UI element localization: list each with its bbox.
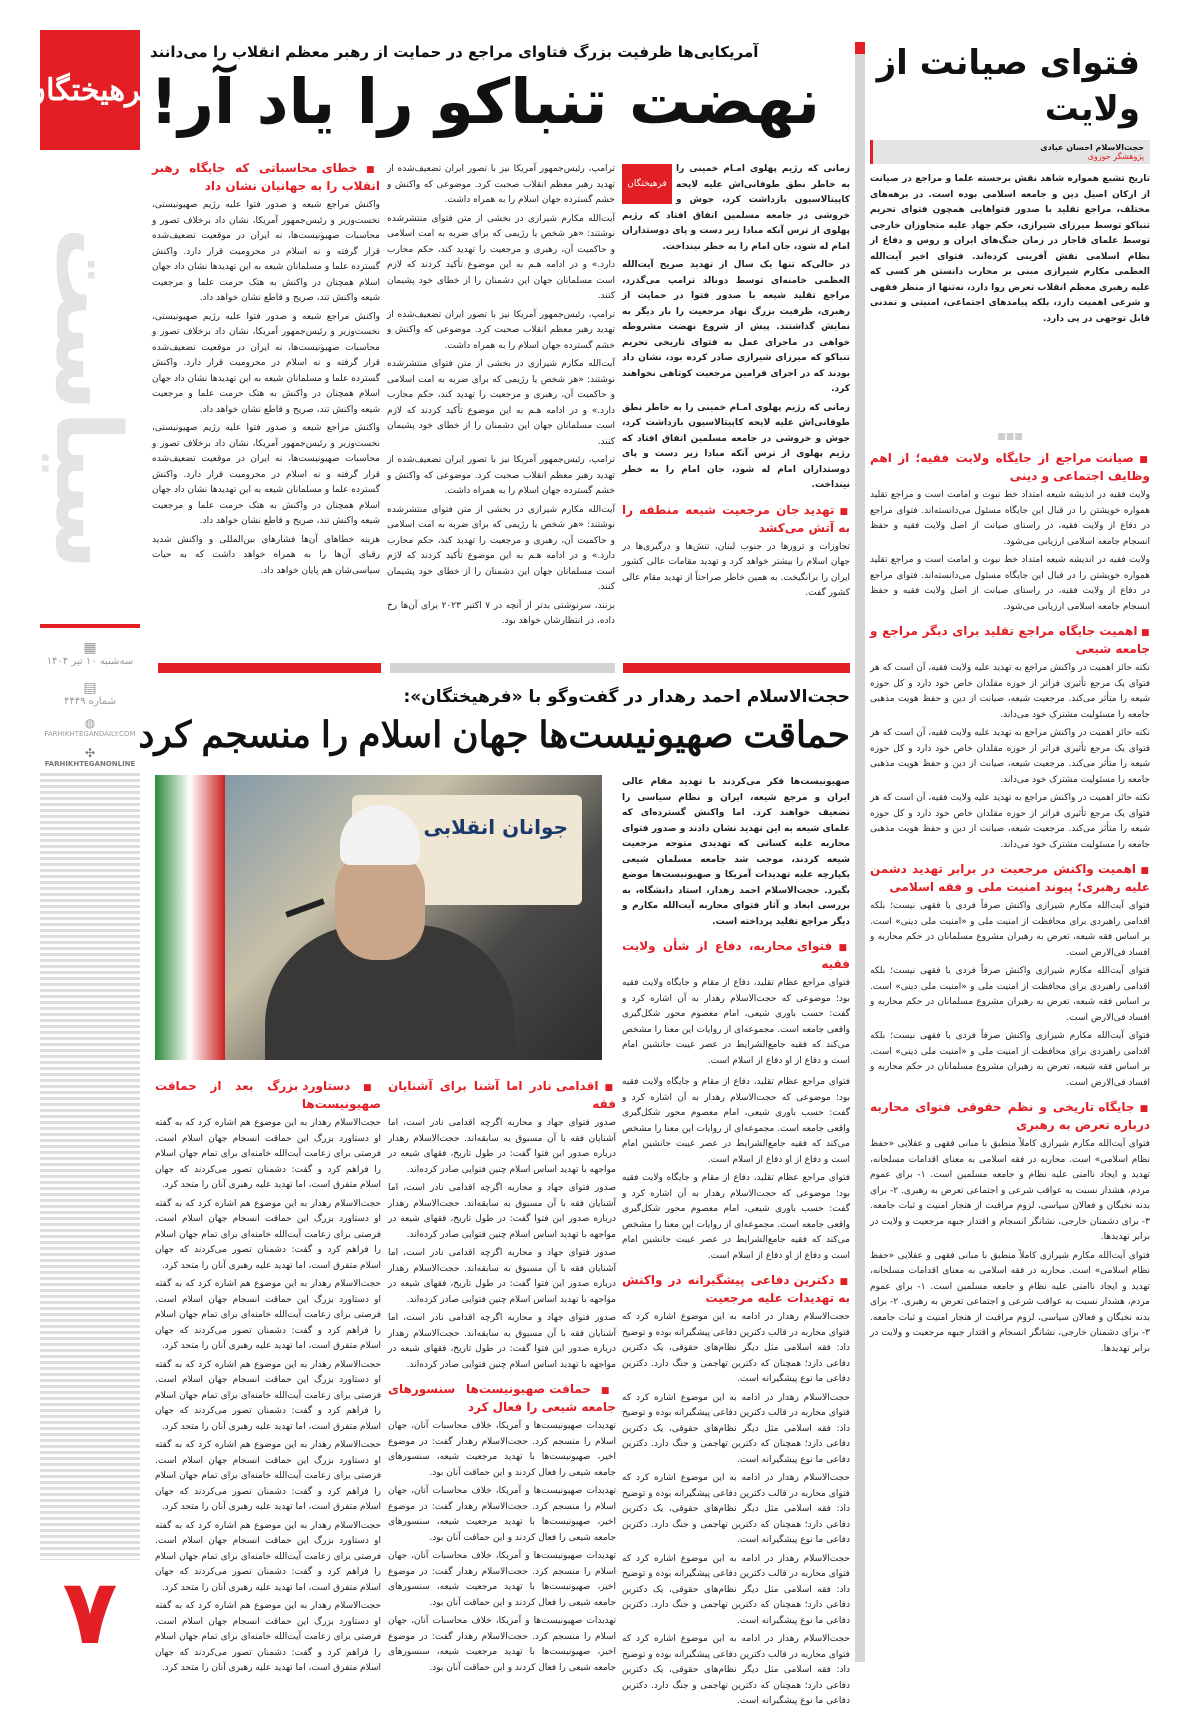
website-block[interactable]: [40, 716, 140, 738]
paragraph: نکته حائز اهمیت در واکنش مراجع به تهدید علیه ولایت فقیه، آن است که هر فتوای یک مرجع تأثیری فراتر از حوزه مقلدان خاص خود دارد و کل حوزه شیعه را متأثر می‌کند. مرجعیت شیعه، صیانت از دین و حفظ هویت مذهبی جامعه را مسئولیت مشترک خود می‌داند.: [870, 663, 1150, 720]
paragraph: زمانی که رژیم پهلوی امـام خمینی را به خاطر نطق طوفانی‌اش علیه لایحه کاپیتالاسیون بازداشت کرد، جوش و خروشی در جامعه مسلمین اتفاق افتاد که رژیم پهلوی از ترس آنکه مبادا زیر دست و پای دوستداران امام له شود، جان امام را به خطر نینداخت.: [622, 402, 850, 490]
paragraph: ترامپ، رئیس‌جمهور آمریکا نیز با تصور ایران تضعیف‌شده از تهدید رهبر معظم انقلاب صحبت کرد. موضوعی که واکنش و خشم گسترده جهان اسلام را به همراه داشت.: [387, 309, 615, 351]
paragraph: حجت‌الاسلام رهدار در ادامه به این موضوع اشاره کرد که فتوای محاربه در قالب دکترین دفاعی پیشگیرانه بوده و توضیح داد: فقه اسلامی مثل دیگر نظام‌های حقوقی، یک دکترین دفاعی دارد؛ همچنان که دکترین تهاجمی و جنگ دارد. دکترین دفاعی ما نوع پیشگیرانه است.: [622, 1634, 850, 1706]
paragraph: فتوای آیت‌الله مکارم شیرازی واکنش صرفاً فردی یا فقهی نیست؛ بلکه اقدامی راهبردی برای محافظت از امنیت ملی و «امنیت ملی دینی» است. بر اساس فقه شیعه، تعرض به رهبران مشروع مسلمانان در حکم محاربه و افساد فی‌الارض است.: [870, 966, 1150, 1023]
subhead: ■ جایگاه تاریخی و نظم حقوقی فتوای محاربه درباره تعرض به رهبری: [870, 1099, 1150, 1133]
paragraph: واکنش مراجع شیعه و صدور فتوا علیه رژیم صهیونیستی، نخست‌وزیر و رئیس‌جمهور آمریکا، نشان داد برخلاف تصور و محاسبات صهیونیست‌ها، نه ایران در موقعیت تضعیف‌شده قرار گرفته و نه اسلام در محرومیت قرار دارد. واکنش گسترده علما و مسلمانان شیعه به این تهدیدها نشان داد جهان اسلام همچنان در واکنش به هتک حرمت علما و مرجعیت شیعه واکنش تند، صریح و قاطع نشان خواهد داد.: [152, 423, 380, 526]
paragraph: تهدیدات صهیونیست‌ها و آمریکا، خلاف محاسبات آنان، جهان اسلام را منسجم کرد. حجت‌الاسلام رهدار گفت: در موضوع اخیر، صهیونیست‌ها با تهدید مرجعیت شیعه، سنسورهای جامعه شیعی را فعال کردند و این حماقت آنان بود.: [388, 1421, 616, 1478]
subhead: ■ حماقت صهیونیست‌ها سنسورهای جامعه شیعی را فعال کرد: [388, 1381, 616, 1415]
paragraph: آیت‌الله مکارم شیرازی در بخشی از متن فتوای منتشرشده نوشتند: «هر شخص یا رژیمی که برای ضربه به امت اسلامی و حاکمیت آن، رهبری و مرجعیت را تهدید کند، حکم محارب دارد.» و در ادامه هـم به این موضوع تأکید کردند که لازم است مسلمانان جهان این دشمنان را از خطای خود پشیمان کنند.: [387, 359, 615, 447]
paragraph: ولایت فقیه در اندیشه شیعه امتداد خط نبوت و امامت است و مراجع تقلید همواره خویشتن را در قبال این جایگاه مسئول می‌دانسته‌اند. فتوای مراجع در دفاع از ولایت فقیه، در راستای صیانت از اصل ولایت فقیه و حفظ انسجام جامعه اسلامی ارزیابی می‌شود.: [870, 555, 1150, 612]
sidebar-intro: تاریخ تشیع همواره شاهد نقش برجسته علما و مراجع در صیانت از ارکان اصیل دین و جامعه اسلامی بوده است. در برهه‌های مختلف، مراجع تقلید با صدور فتواهایی همچون فتوای تحریم تنباکو توسط میرزای شیرازی، حکم جهاد علیه متجاوزان خارجی توسط علمای قاجار در زمان جنگ‌های ایران و روس و دفاع از نظام اسلامی نقش آفرینی کرده‌اند. فتوای اخیر آیت‌الله العظمی مکارم شیرازی مبنی بر محارب دانستن هر کسی که علیه رهبری معظم انقلاب تعرض روا دارد، نه‌تنها از منظر فقهی و شرعی اهمیت دارد، بلکه پیامدهای اجتماعی، امنیتی و تمدنی قابل توجهی در پی دارد.: [870, 174, 1150, 324]
paragraph: صدور فتوای جهاد و محاربه اگرچه اقدامی نادر است، اما آشنایان فقه با آن مسبوق به سابقه‌اند. حجت‌الاسلام رهدار درباره صدور این فتوا گفت: در طول تاریخ، فقهای شیعه در مواجهه با تهدید اساس اسلام چنین فتوایی صادر کرده‌اند.: [388, 1183, 616, 1240]
decorative-stripes: [40, 770, 140, 1660]
interview-lede: صهیونیست‌ها فکر می‌کردند با تهدید مقام عالی ایران و مرجع شیعه، ایران و نظام سیاسی را تضعیف خواهند کرد. اما واکنش گسترده‌ای که علمای شیعه به این تهدید نشان دادند و صدور فتوای محاربه علیه کسانی که تهدیدی متوجه مرجعیت شیعه کردند، موجب شد جامعه مسلمان شیعی یکپارچه علیه تهدیدات آمریکا و صهیونیست‌ها موضع بگیرد. حجت‌الاسلام احمد رهدار، استاد دانشگاه، به بررسی ابعاد و آثار فتوای محاربه آیت‌الله مکارم و دیگر مراجع تقلید پرداخته است.: [622, 777, 850, 927]
section-title: سیاست: [35, 227, 140, 570]
globe-icon: ◍: [84, 716, 96, 730]
column-separator: [855, 42, 865, 1662]
lead-article: [150, 40, 850, 670]
paragraph: نکته حائز اهمیت در واکنش مراجع به تهدید علیه ولایت فقیه، آن است که هر فتوای یک مرجع تأثیری فراتر از حوزه مقلدان خاص خود دارد و کل حوزه شیعه را متأثر می‌کند. مرجعیت شیعه، صیانت از دین و حفظ هویت مذهبی جامعه را مسئولیت مشترک خود می‌داند.: [870, 728, 1150, 785]
paragraph: فتوای آیت‌الله مکارم شیرازی واکنش صرفاً فردی یا فقهی نیست؛ بلکه اقدامی راهبردی برای محافظت از امنیت ملی و «امنیت ملی دینی» است. بر اساس فقه شیعه، تعرض به رهبران مشروع مسلمانان در حکم محاربه و افساد فی‌الارض است.: [870, 901, 1150, 958]
sidebar-article: [870, 40, 1150, 1610]
subhead: ■ اهمیت جایگاه مراجع تقلید برای دیگر مراجع و جامعه شیعی: [870, 623, 1150, 657]
paragraph: فتوای آیت‌الله مکارم شیرازی کاملاً منطبق با مبانی فقهی و عقلایی «حفظ نظام اسلامی» است. محاربه در فقه اسلامی به معنای اقدامات مسلحانه، تهدید و ایجاد ناامنی علیه نظام و جامعه مسلمین است. ۱- برای عموم مردم، هشدار نسبت به عواقب شرعی و اجتماعی تعرض به رهبری. ۲- برای بدنه نخبگان و فعالان سیاسی، لزوم مراقبت از هنجار امنیت و ثبات جامعه. ۳- برای دشمنان خارجی، نشانگر انسجام و اقتدار جبهه مرجعیت و ولایت در برابر تهدیدها.: [870, 1139, 1151, 1242]
newspaper-icon: ▤: [83, 680, 97, 696]
subhead: ■ دکترین دفاعی پیشگیرانه در واکنش به تهدیدات علیه مرجعیت: [622, 1272, 850, 1306]
interview-column-1: [622, 1075, 850, 1706]
mini-logo: فرهیختگان: [622, 164, 672, 204]
paragraph: ولایت فقیه در اندیشه شیعه امتداد خط نبوت و امامت است و مراجع تقلید همواره خویشتن را در قبال این جایگاه مسئول می‌دانسته‌اند. فتوای مراجع در دفاع از ولایت فقیه، در راستای صیانت از اصل ولایت فقیه و حفظ انسجام جامعه اسلامی ارزیابی می‌شود.: [870, 490, 1150, 547]
subhead: ■ اقدامی نادر اما آشنا برای آشنایان فقه: [388, 1078, 616, 1112]
paragraph: حجت‌الاسلام رهدار به این موضوع هم اشاره کرد که به گفته او دستاورد بزرگ این حماقت انسجام جهان اسلام است. فرصتی برای زعامت آیت‌الله خامنه‌ای برای تمام جهان اسلام را فراهم کرد و گفت: دشمنان تصور می‌کردند که جهان اسلام متفرق است، اما تهدید علیه رهبری آنان را متحد کرد.: [155, 1440, 381, 1512]
speaker-face: [335, 850, 425, 960]
paragraph: حجت‌الاسلام رهدار به این موضوع هم اشاره کرد که به گفته او دستاورد بزرگ این حماقت انسجام جهان اسلام است. فرصتی برای زعامت آیت‌الله خامنه‌ای برای تمام جهان اسلام را فراهم کرد و گفت: دشمنان تصور می‌کردند که جهان اسلام متفرق است، اما تهدید علیه رهبری آنان را متحد کرد.: [155, 1118, 381, 1190]
date-block: [40, 640, 140, 667]
lead-column-1: [622, 162, 850, 618]
divider-bar: [623, 663, 850, 673]
flag: [155, 775, 225, 1060]
paragraph: آیت‌الله مکارم شیرازی در بخشی از متن فتوای منتشرشده نوشتند: «هر شخص یا رژیمی که برای ضربه به امت اسلامی و حاکمیت آن، رهبری و مرجعیت را تهدید کند، حکم محارب دارد.» و در ادامه هـم به این موضوع تأکید کردند که لازم است مسلمانان جهان این دشمنان را از خطای خود پشیمان کنند.: [387, 213, 615, 301]
website-link[interactable]: FARHIKHTEGANDAILY.COM: [44, 730, 136, 738]
social-icon: ✣: [84, 746, 96, 760]
interview-header: [138, 684, 850, 760]
interview-kicker: حجت‌الاسلام احمد رهدار در گفت‌وگو با «فرهیختگان»:: [403, 687, 850, 707]
calendar-icon: ▦: [83, 640, 97, 656]
interview-lede-column: [622, 775, 850, 1075]
subhead: ■ فتوای محاربه، دفاع از شأن ولایت فقیه: [622, 938, 850, 972]
lead-column-3: [152, 152, 380, 618]
paragraph: تهدیدات صهیونیست‌ها و آمریکا، خلاف محاسبات آنان، جهان اسلام را منسجم کرد. حجت‌الاسلام رهدار گفت: در موضوع اخیر، صهیونیست‌ها با تهدید مرجعیت شیعه، سنسورهای جامعه شیعی را فعال کردند و این حماقت آنان بود.: [388, 1551, 616, 1608]
sidebar-body: [870, 450, 1150, 1610]
paragraph: حجت‌الاسلام رهدار به این موضوع هم اشاره کرد که به گفته او دستاورد بزرگ این حماقت انسجام جهان اسلام است. فرصتی برای زعامت آیت‌الله خامنه‌ای برای تمام جهان اسلام را فراهم کرد و گفت: دشمنان تصور می‌کردند که جهان اسلام متفرق است، اما تهدید علیه رهبری آنان را متحد کرد.: [155, 1279, 381, 1351]
sidebar-headline: فتوای صیانت از ولایت: [876, 43, 1140, 129]
lead-headline: نهضت تنباکو را یاد آر!: [150, 65, 820, 138]
social-handle[interactable]: FARHIKHTEGANONLINE: [44, 760, 136, 768]
divider: [40, 624, 140, 628]
paragraph: حجت‌الاسلام رهدار در ادامه به این موضوع اشاره کرد که فتوای محاربه در قالب دکترین دفاعی پیشگیرانه بوده و توضیح داد: فقه اسلامی مثل دیگر نظام‌های حقوقی، یک دکترین دفاعی دارد؛ همچنان که دکترین تهاجمی و جنگ دارد. دکترین دفاعی ما نوع پیشگیرانه است.: [622, 1392, 850, 1465]
page-number: ۷: [40, 1560, 140, 1660]
paragraph: تهدیدات صهیونیست‌ها و آمریکا، خلاف محاسبات آنان، جهان اسلام را منسجم کرد. حجت‌الاسلام رهدار گفت: در موضوع اخیر، صهیونیست‌ها با تهدید مرجعیت شیعه، سنسورهای جامعه شیعی را فعال کردند و این حماقت آنان بود.: [388, 1486, 616, 1543]
paragraph: حجت‌الاسلام رهدار به این موضوع هم اشاره کرد که به گفته او دستاورد بزرگ این حماقت انسجام جهان اسلام است. فرصتی برای زعامت آیت‌الله خامنه‌ای برای تمام جهان اسلام را فراهم کرد و گفت: دشمنان تصور می‌کردند که جهان اسلام متفرق است، اما تهدید علیه رهبری آنان را متحد کرد.: [155, 1198, 381, 1271]
paragraph: فتوای آیت‌الله مکارم شیرازی واکنش صرفاً فردی یا فقهی نیست؛ بلکه اقدامی راهبردی برای محافظت از امنیت ملی و «امنیت ملی دینی» است. بر اساس فقه شیعه، تعرض به رهبران مشروع مسلمانان در حکم محاربه و افساد فی‌الارض است.: [870, 1031, 1150, 1088]
issue-block: [40, 680, 140, 707]
newspaper-logo: [24, 30, 156, 150]
separator-dots: ■■■: [997, 432, 1023, 442]
paragraph: در حالی‌که تنها یک سال از تهدید صریح آیت‌الله العظمی خامنه‌ای توسط دونالد ترامپ می‌گذرد، مراجع تقلید شیعه با صدور فتوا در حمایت از رهبری، ظرفیت بزرگ نهاد مرجعیت را بار دیگر به نمایش گذاشتند. پیش از شروع نهضت مشروطه خواهی در ماجرای عمل به فتوای تاریخی تحریم تنباکو که میرزای شیرازی صادر کرده بود، نشان داد بودند که در اجرای فرامین مرجعیت کوتاهی نخواهند کرد.: [622, 260, 850, 394]
paragraph: حجت‌الاسلام رهدار به این موضوع هم اشاره کرد که به گفته او دستاورد بزرگ این حماقت انسجام جهان اسلام است. فرصتی برای زعامت آیت‌الله خامنه‌ای برای تمام جهان اسلام را فراهم کرد و گفت: دشمنان تصور می‌کردند که جهان اسلام متفرق است، اما تهدید علیه رهبری آنان را متحد کرد.: [155, 1601, 381, 1673]
paragraph: ترامپ، رئیس‌جمهور آمریکا نیز با تصور ایران تضعیف‌شده از تهدید رهبر معظم انقلاب صحبت کرد. موضوعی که واکنش و خشم گسترده جهان اسلام را به همراه داشت.: [387, 164, 615, 205]
paragraph: بزنند، سرنوشتی بدتر از آنچه در ۷ اکتبر ۲۰۲۳ برای آن‌ها رخ داده، در انتظارشان خواهد بود.: [387, 600, 616, 626]
paragraph: ترامپ، رئیس‌جمهور آمریکا نیز با تصور ایران تضعیف‌شده از تهدید رهبر معظم انقلاب صحبت کرد. موضوعی که واکنش و خشم گسترده جهان اسلام را به همراه داشت.: [387, 455, 615, 496]
issue-date: سه‌شنبه ۱۰ تیر ۱۴۰۴: [46, 656, 134, 667]
paragraph: حجت‌الاسلام رهدار در ادامه به این موضوع اشاره کرد که فتوای محاربه در قالب دکترین دفاعی پیشگیرانه بوده و توضیح داد: فقه اسلامی مثل دیگر نظام‌های حقوقی، یک دکترین دفاعی دارد؛ همچنان که دکترین تهاجمی و جنگ دارد. دکترین دفاعی ما نوع پیشگیرانه است.: [622, 1553, 850, 1626]
subhead: ■ تهدید جان مرجعیت شیعه منطقه را به آتش می‌کشد: [622, 502, 850, 536]
subhead: ■ صیانت مراجع از جایگاه ولایت فقیه؛ از اهم وظایف اجتماعی و دینی: [870, 450, 1150, 484]
interview-photo: [155, 775, 602, 1060]
paragraph: فتوای مراجع عظام تقلید، دفاع از مقام و جایگاه ولایت فقیه بود؛ موضوعی که حجت‌الاسلام رهدار به آن اشاره کرد و گفت: حسب باوری شیعی، امام معصوم محور شکل‌گیری واقعی جامعه است. مجموعه‌ای از روایات این معنا را مشخص می‌کند که فقیه جامع‌الشرایط در عصر غیبت جانشین امام است و دفاع از او دفاع از اسلام است.: [622, 978, 850, 1066]
interview-column-3: [155, 1070, 381, 1673]
paragraph: حجت‌الاسلام رهدار در ادامه به این موضوع اشاره کرد که فتوای محاربه در قالب دکترین دفاعی پیشگیرانه بوده و توضیح داد: فقه اسلامی مثل دیگر نظام‌های حقوقی، یک دکترین دفاعی دارد؛ همچنان که دکترین تهاجمی و جنگ دارد. دکترین دفاعی ما نوع پیشگیرانه است.: [622, 1312, 850, 1384]
interview-column-2: [388, 1070, 616, 1673]
paragraph: آیت‌الله مکارم شیرازی در بخشی از متن فتوای منتشرشده نوشتند: «هر شخص یا رژیمی که برای ضربه به امت اسلامی و حاکمیت آن، رهبری و مرجعیت را تهدید کند، حکم محارب دارد.» و در ادامه هـم به این موضوع تأکید کردند که لازم است مسلمانان جهان این دشمنان را از خطای خود پشیمان کنند.: [387, 504, 615, 592]
photo-banner: جوانان انقلابی: [352, 795, 582, 905]
social-block[interactable]: [40, 746, 140, 768]
interview-headline: حماقت صهیونیست‌ها جهان اسلام را منسجم کرد: [138, 714, 850, 755]
paragraph: واکنش مراجع شیعه و صدور فتوا علیه رژیم صهیونیستی، نخست‌وزیر و رئیس‌جمهور آمریکا، نشان داد برخلاف تصور و محاسبات صهیونیست‌ها، نه ایران در موقعیت تضعیف‌شده قرار گرفته و نه اسلام در محرومیت قرار دارد. واکنش گسترده علما و مسلمانان شیعه به این تهدیدها نشان داد جهان اسلام همچنان در واکنش به هتک حرمت علما و مرجعیت شیعه واکنش تند، صریح و قاطع نشان خواهد داد.: [152, 200, 380, 303]
paragraph: واکنش مراجع شیعه و صدور فتوا علیه رژیم صهیونیستی، نخست‌وزیر و رئیس‌جمهور آمریکا، نشان داد برخلاف تصور و محاسبات صهیونیست‌ها، نه ایران در موقعیت تضعیف‌شده قرار گرفته و نه اسلام در محرومیت قرار دارد. واکنش گسترده علما و مسلمانان شیعه به این تهدیدها نشان داد جهان اسلام همچنان در واکنش به هتک حرمت علما و مرجعیت شیعه واکنش تند، صریح و قاطع نشان خواهد داد.: [152, 311, 380, 415]
paragraph: زمانی که رژیم پهلوی امـام خمینی را به خاطر نطق طوفانی‌اش علیه لایحه کاپیتالاسیون بازداشت کرد، جوش و خروشی در جامعه مسلمین اتفاق افتاد که رژیم پهلوی از ترس آنکه مبادا زیر دست و پای دوستداران امام له شود، جان امام را به خطر نینداخت.: [622, 164, 850, 252]
paragraph: حجت‌الاسلام رهدار به این موضوع هم اشاره کرد که به گفته او دستاورد بزرگ این حماقت انسجام جهان اسلام است. فرصتی برای زعامت آیت‌الله خامنه‌ای برای تمام جهان اسلام را فراهم کرد و گفت: دشمنان تصور می‌کردند که جهان اسلام متفرق است، اما تهدید علیه رهبری آنان را متحد کرد.: [155, 1520, 381, 1593]
paragraph: فتوای مراجع عظام تقلید، دفاع از مقام و جایگاه ولایت فقیه بود؛ موضوعی که حجت‌الاسلام رهدار به آن اشاره کرد و گفت: حسب باوری شیعی، امام معصوم محور شکل‌گیری واقعی جامعه است. مجموعه‌ای از روایات این معنا را مشخص می‌کند که فقیه جامع‌الشرایط در عصر غیبت جانشین امام است و دفاع از او دفاع از اسلام است.: [622, 1173, 850, 1261]
microphone-icon: [285, 898, 325, 917]
lead-kicker: آمریکایی‌ها ظرفیت بزرگ فتاوای مراجع در حمایت از رهبر معظم انقلاب را می‌دانند: [150, 43, 759, 61]
paragraph: صدور فتوای جهاد و محاربه اگرچه اقدامی نادر است، اما آشنایان فقه با آن مسبوق به سابقه‌اند. حجت‌الاسلام رهدار درباره صدور این فتوا گفت: در طول تاریخ، فقهای شیعه در مواجهه با تهدید اساس اسلام چنین فتوایی صادر کرده‌اند.: [388, 1118, 616, 1175]
lead-column-2: [387, 162, 616, 626]
divider-bar: [158, 663, 381, 673]
paragraph: تجاوزات و ترورها در جنوب لبنان، تنش‌ها و درگیری‌ها در جهان اسلام را بیشتر خواهد کرد و تهدید مقامات عالی کشور ایران را برانگیخت. به همین خاطر صراحتاً از تهدید مقام عالی کشور گفت.: [622, 541, 850, 598]
author-role: پژوهشگر حوزوی: [1087, 152, 1144, 161]
subhead: ■ خطای محاسباتی که جایگاه رهبر انقلاب را به جهانیان نشان داد: [152, 160, 380, 194]
paragraph: حجت‌الاسلام رهدار در ادامه به این موضوع اشاره کرد که فتوای محاربه در قالب دکترین دفاعی پیشگیرانه بوده و توضیح داد: فقه اسلامی مثل دیگر نظام‌های حقوقی، یک دکترین دفاعی دارد؛ همچنان که دکترین تهاجمی و جنگ دارد. دکترین دفاعی ما نوع پیشگیرانه است.: [622, 1473, 850, 1545]
paragraph: فتوای مراجع عظام تقلید، دفاع از مقام و جایگاه ولایت فقیه بود؛ موضوعی که حجت‌الاسلام رهدار به آن اشاره کرد و گفت: حسب باوری شیعی، امام معصوم محور شکل‌گیری واقعی جامعه است. مجموعه‌ای از روایات این معنا را مشخص می‌کند که فقیه جامع‌الشرایط در عصر غیبت جانشین امام است و دفاع از او دفاع از اسلام است.: [622, 1077, 850, 1165]
paragraph: صدور فتوای جهاد و محاربه اگرچه اقدامی نادر است، اما آشنایان فقه با آن مسبوق به سابقه‌اند. حجت‌الاسلام رهدار درباره صدور این فتوا گفت: در طول تاریخ، فقهای شیعه در مواجهه با تهدید اساس اسلام چنین فتوایی صادر کرده‌اند.: [388, 1248, 616, 1305]
author-name: حجت‌الاسلام احسان عبادی: [1040, 143, 1144, 152]
paragraph: هزینه خطاهای آن‌ها فشارهای بین‌المللی و واکنش شدید رقبای آن‌ها را به همراه خواهد داشت که به حیات سیاسی‌شان هم پایان خواهد داد.: [152, 534, 380, 576]
issue-number: شماره ۴۴۴۹: [64, 696, 116, 707]
subhead: ■ اهمیت واکنش مرجعیت در برابر تهدید دشمن علیه رهبری؛ پیوند امنیت ملی و فقه اسلامی: [870, 861, 1150, 895]
subhead: ■ دستاورد بزرگ بعد از حماقت صهیونیست‌ها: [155, 1078, 381, 1112]
paragraph: تهدیدات صهیونیست‌ها و آمریکا، خلاف محاسبات آنان، جهان اسلام را منسجم کرد. حجت‌الاسلام رهدار گفت: در موضوع اخیر، صهیونیست‌ها با تهدید مرجعیت شیعه، سنسورهای جامعه شیعی را فعال کردند و این حماقت آنان بود.: [388, 1616, 616, 1673]
paragraph: حجت‌الاسلام رهدار به این موضوع هم اشاره کرد که به گفته او دستاورد بزرگ این حماقت انسجام جهان اسلام است. فرصتی برای زعامت آیت‌الله خامنه‌ای برای تمام جهان اسلام را فراهم کرد و گفت: دشمنان تصور می‌کردند که جهان اسلام متفرق است، اما تهدید علیه رهبری آنان را متحد کرد.: [155, 1359, 381, 1432]
paragraph: نکته حائز اهمیت در واکنش مراجع به تهدید علیه ولایت فقیه، آن است که هر فتوای یک مرجع تأثیری فراتر از حوزه مقلدان خاص خود دارد و کل حوزه شیعه را متأثر می‌کند. مرجعیت شیعه، صیانت از دین و حفظ هویت مذهبی جامعه را مسئولیت مشترک خود می‌داند.: [870, 793, 1150, 850]
logo-text: فرهیختگان: [24, 72, 156, 108]
paragraph: فتوای آیت‌الله مکارم شیرازی کاملاً منطبق با مبانی فقهی و عقلایی «حفظ نظام اسلامی» است. محاربه در فقه اسلامی به معنای اقدامات مسلحانه، تهدید و ایجاد ناامنی علیه نظام و جامعه مسلمین است. ۱- برای عموم مردم، هشدار نسبت به عواقب شرعی و اجتماعی تعرض به رهبری. ۲- برای بدنه نخبگان و فعالان سیاسی، لزوم مراقبت از هنجار امنیت و ثبات جامعه. ۳- برای دشمنان خارجی، نشانگر انسجام و اقتدار جبهه مرجعیت و ولایت در برابر تهدیدها.: [870, 1250, 1151, 1354]
byline: [870, 140, 1150, 164]
paragraph: صدور فتوای جهاد و محاربه اگرچه اقدامی نادر است، اما آشنایان فقه با آن مسبوق به سابقه‌اند. حجت‌الاسلام رهدار درباره صدور این فتوا گفت: در طول تاریخ، فقهای شیعه در مواجهه با تهدید اساس اسلام چنین فتوایی صادر کرده‌اند.: [388, 1313, 616, 1370]
divider-bar: [390, 663, 615, 673]
